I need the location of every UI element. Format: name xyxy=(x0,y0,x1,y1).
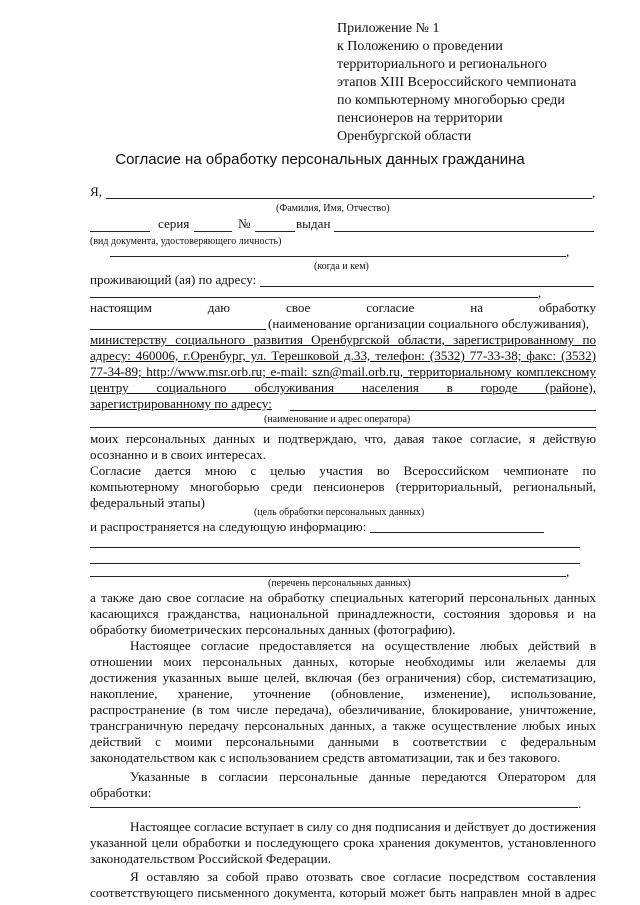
purpose-caption: (цель обработки персональных данных) xyxy=(254,507,425,518)
p6-line-2: указанной цели обработки и последующего срока хранения документов, установленного xyxy=(90,835,596,850)
appendix-line: по компьютерному многоборью среди xyxy=(337,93,565,108)
consent-line-5: 77-34-89; http://www.msr.orb.ru; e-mail: szn@mail.orb.ru, территориальному комплексному xyxy=(90,364,596,379)
consent-line-2: (наименование организации социального обслуживания), xyxy=(268,316,590,331)
list-caption: (перечень персональных данных) xyxy=(268,578,411,589)
address-label: проживающий (ая) по адресу: xyxy=(90,272,257,287)
p4-line-1: Настоящее согласие предоставляется на осуществление любых действий в xyxy=(130,638,596,653)
p1-line-1: моих персональных данных и подтверждаю, что, давая такое согласие, я действую xyxy=(90,431,596,446)
to-operator-label: обработки: xyxy=(90,785,152,800)
info-line-3[interactable] xyxy=(90,563,580,564)
consent-line-7: зарегистрированному по адресу: xyxy=(90,396,272,411)
kem-caption: (когда и кем) xyxy=(314,261,369,272)
doc-caption: (вид документа, удостоверяющего личность) xyxy=(90,236,282,247)
p5-line-1: Указанные в согласии персональные данные передаются Оператором для xyxy=(130,769,596,784)
operator-period: . xyxy=(578,796,582,811)
p2-line-2: компьютерному многоборью среди пенсионеров (территориальный, региональный, xyxy=(90,479,596,494)
consent-line-6: центру социального обслуживания населения в городе (районе), xyxy=(90,380,596,395)
p4-line-6: трансграничную передачу персональных данных, а также осуществление любых иных xyxy=(90,718,596,733)
seria-line[interactable] xyxy=(194,231,232,232)
operator-address-line-2[interactable] xyxy=(90,427,596,428)
consent-line-3: министерству социального развития Оренбургской области, зарегистрированному по xyxy=(90,332,596,347)
p6-line-1: Настоящее согласие вступает в силу со дня подписания и действует до достижения xyxy=(130,819,596,834)
p4-line-3: достижения указанных выше целей, включая (без ограничения) сбор, систематизацию, xyxy=(90,670,596,685)
appendix-line: этапов XIII Всероссийского чемпионата xyxy=(337,75,577,90)
vydan-label: выдан xyxy=(296,216,331,231)
fio-comma: , xyxy=(592,185,596,200)
p2-line-3: федеральный этапы) xyxy=(90,495,205,510)
fio-caption: (Фамилия, Имя, Отчество) xyxy=(276,203,390,214)
operator-caption: (наименование и адрес оператора) xyxy=(264,414,411,425)
address-line-1[interactable] xyxy=(260,286,594,287)
document-title: Согласие на обработку персональных данных гражданина xyxy=(115,151,525,168)
nomer-label: № xyxy=(238,216,251,231)
p7-line-2: соответствующего письменного документа, который может быть направлен мной в адрес xyxy=(90,885,596,900)
info-line-1[interactable] xyxy=(370,532,544,533)
kem-comma: , xyxy=(566,244,570,259)
appendix-line: к Положению о проведении xyxy=(337,39,503,54)
p4-line-7: действий с моими персональными данными в соответствии с федеральным xyxy=(90,734,596,749)
info-comma: , xyxy=(566,564,570,579)
p1-line-2: осознанно и в своих интересах. xyxy=(90,447,266,462)
info-label: и распространяется на следующую информацию: xyxy=(90,519,367,534)
p3-line-3: обработку биометрических персональных данных (фотографию). xyxy=(90,622,456,637)
operator-address-line-1[interactable] xyxy=(290,410,596,411)
vydan-line[interactable] xyxy=(334,231,594,232)
appendix-line: Оренбургской области xyxy=(337,129,472,144)
p6-line-3: законодательством Российской Федерации. xyxy=(90,851,331,866)
nomer-line[interactable] xyxy=(255,231,295,232)
org-line[interactable] xyxy=(90,329,266,330)
doc-type-line[interactable] xyxy=(90,231,150,232)
p4-line-4: накопление, хранение, уточнение (обновление, изменение), использование, xyxy=(90,686,596,701)
consent-line-1: настоящим даю свое согласие на обработку xyxy=(90,300,596,315)
p4-line-8: законодательством как с использованием средств автоматизации, так и без такового. xyxy=(90,750,561,765)
fio-line[interactable] xyxy=(106,198,592,199)
p4-line-2: отношении моих персональных данных, которые необходимы или желаемы для xyxy=(90,654,596,669)
address-comma: , xyxy=(538,285,542,300)
info-line-4[interactable] xyxy=(90,576,566,577)
appendix-line: пенсионеров на территории xyxy=(337,111,503,126)
consent-line-4: адресу: 460006, г.Оренбург, ул. Терешковой д.33, телефон: (3532) 77-33-38; факс: (3532) xyxy=(90,348,596,363)
appendix-line: Приложение № 1 xyxy=(337,21,440,36)
operator-purpose-line[interactable] xyxy=(90,807,578,808)
p3-line-2: касающихся гражданства, национальной принадлежности, состояния здоровья и на xyxy=(90,606,596,621)
kem-line[interactable] xyxy=(110,256,566,257)
address-line-2[interactable] xyxy=(90,297,538,298)
p2-line-1: Согласие дается мною с целью участия во Всероссийском чемпионате по xyxy=(90,463,596,478)
appendix-line: территориального и регионального xyxy=(337,57,547,72)
p3-line-1: а также даю свое согласие на обработку специальных категорий персональных данных xyxy=(90,590,596,605)
info-line-2[interactable] xyxy=(90,547,580,548)
p4-line-5: распространение (в том числе передача), обезличивание, блокирование, уничтожение, xyxy=(90,702,596,717)
ya-label: Я, xyxy=(90,184,103,199)
p7-line-1: Я оставляю за собой право отозвать свое согласие посредством составления xyxy=(130,869,596,884)
seria-label: серия xyxy=(158,216,190,231)
appendix-block xyxy=(337,20,576,146)
